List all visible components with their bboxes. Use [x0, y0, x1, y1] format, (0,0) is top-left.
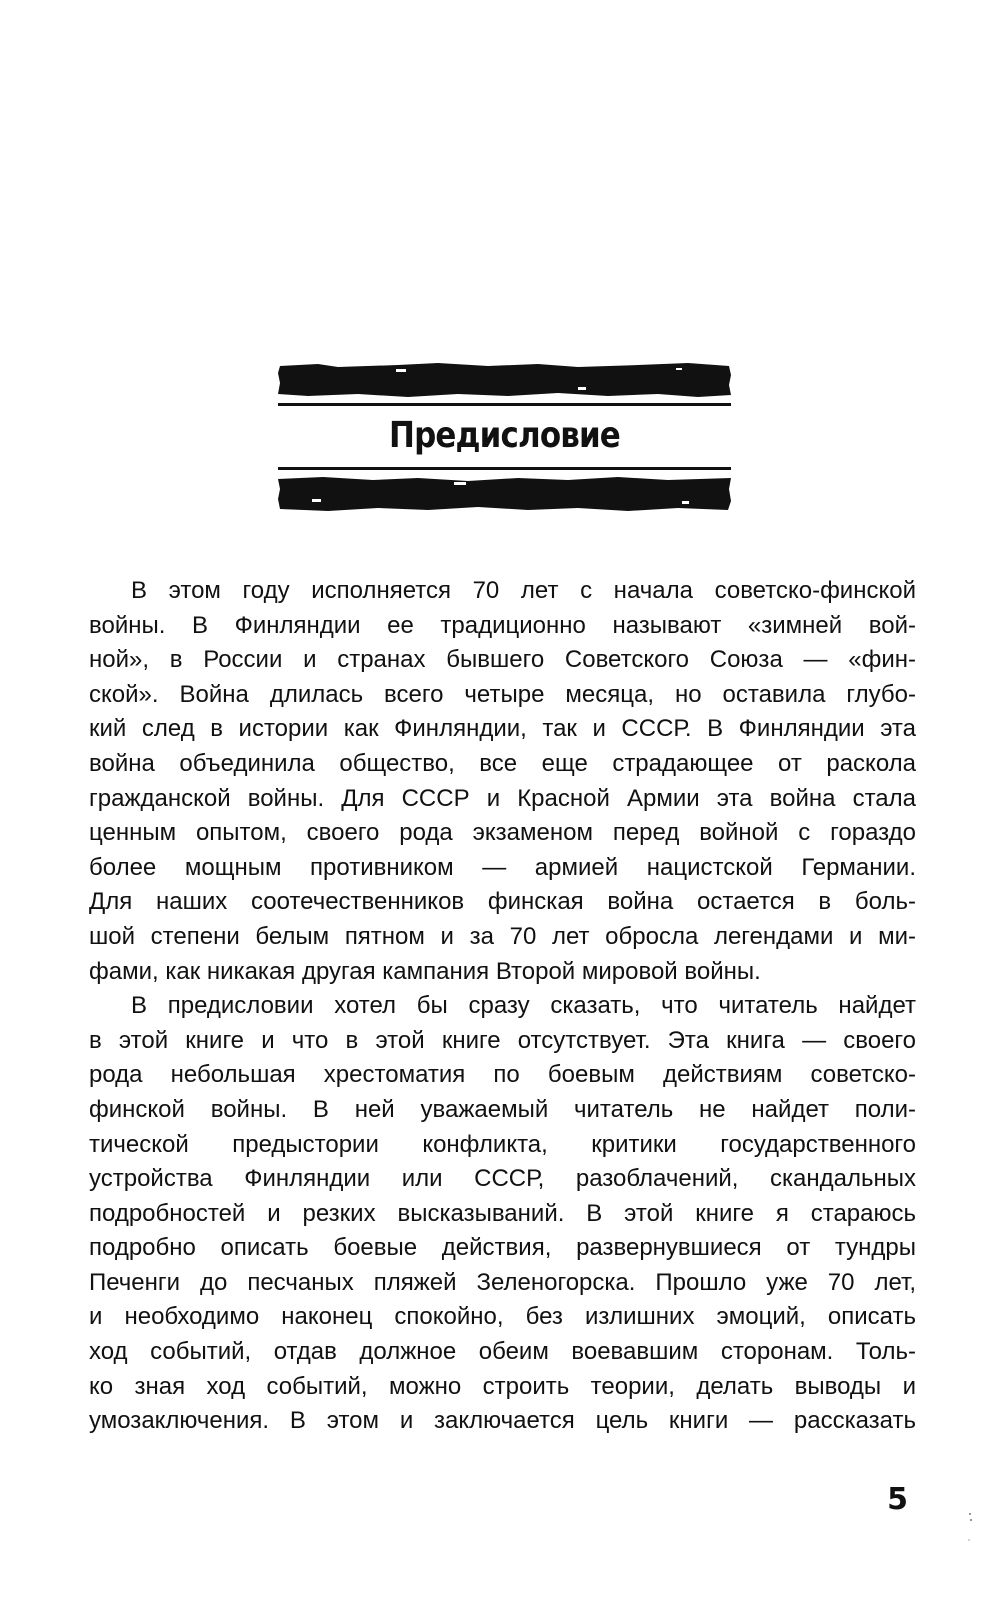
text-line: В предисловии хотел бы сразу сказать, что читатель найдет	[131, 992, 916, 1020]
chapter-title: Предисловие	[389, 415, 620, 456]
text-line: войны. В Финляндии ее традиционно называют «зимней вой-	[89, 611, 916, 639]
text-line: устройства Финляндии или СССР, разоблачений, скандальных	[89, 1165, 916, 1193]
text-line: ко зная ход событий, можно строить теории, делать выводы и	[89, 1372, 916, 1400]
text-line: и необходимо наконец спокойно, без излишних эмоций, описать	[89, 1303, 916, 1331]
chapter-heading	[278, 363, 731, 511]
text-line: ской». Война длилась всего четыре месяца, но оставила глубо-	[89, 680, 916, 708]
text-line: подробно описать боевые действия, развернувшиеся от тундры	[89, 1234, 916, 1262]
text-line: Для наших соотечественников финская война остается в боль-	[89, 888, 916, 916]
text-line: финской войны. В ней уважаемый читатель не найдет поли-	[89, 1095, 916, 1123]
paragraph-1	[89, 574, 916, 989]
text-line: кий след в истории как Финляндии, так и СССР. В Финляндии эта	[89, 715, 916, 743]
text-line: в этой книге и что в этой книге отсутствует. Эта книга — своего	[89, 1026, 916, 1054]
page-number: 5	[887, 1482, 908, 1517]
text-line: шой степени белым пятном и за 70 лет обросла легендами и ми-	[89, 922, 916, 950]
text-line: ной», в России и странах бывшего Советского Союза — «фин-	[89, 646, 916, 674]
scan-specks	[960, 1480, 980, 1580]
text-line: гражданской войны. Для СССР и Красной Армии эта война стала	[89, 784, 916, 812]
heading-bottom-bar	[278, 477, 731, 511]
heading-rule-top	[278, 403, 731, 406]
text-line: умозаключения. В этом и заключается цель книги — рассказать	[89, 1407, 916, 1435]
text-line: подробностей и резких высказываний. В этой книге я стараюсь	[89, 1199, 916, 1227]
text-line: более мощным противником — армией нацистской Германии.	[89, 853, 916, 881]
text-line: ход событий, отдав должное обеим воевавшим сторонам. Толь-	[89, 1338, 916, 1366]
text-line: фами, как никакая другая кампания Второй мировой войны.	[89, 957, 761, 985]
text-line: В этом году исполняется 70 лет с начала советско-финской	[131, 577, 916, 604]
paragraph-2	[89, 989, 916, 1439]
text-line: ценным опытом, своего рода экзаменом перед войной с гораздо	[89, 819, 916, 847]
body-text	[89, 574, 916, 1439]
text-line: рода небольшая хрестоматия по боевым действиям советско-	[89, 1061, 916, 1089]
heading-rule-bottom	[278, 467, 731, 470]
text-line: Печенги до песчаных пляжей Зеленогорска. Прошло уже 70 лет,	[89, 1268, 916, 1296]
text-line: тической предыстории конфликта, критики государственного	[89, 1130, 916, 1158]
heading-top-bar	[278, 363, 731, 397]
text-line: война объединила общество, все еще страдающее от раскола	[89, 749, 916, 777]
